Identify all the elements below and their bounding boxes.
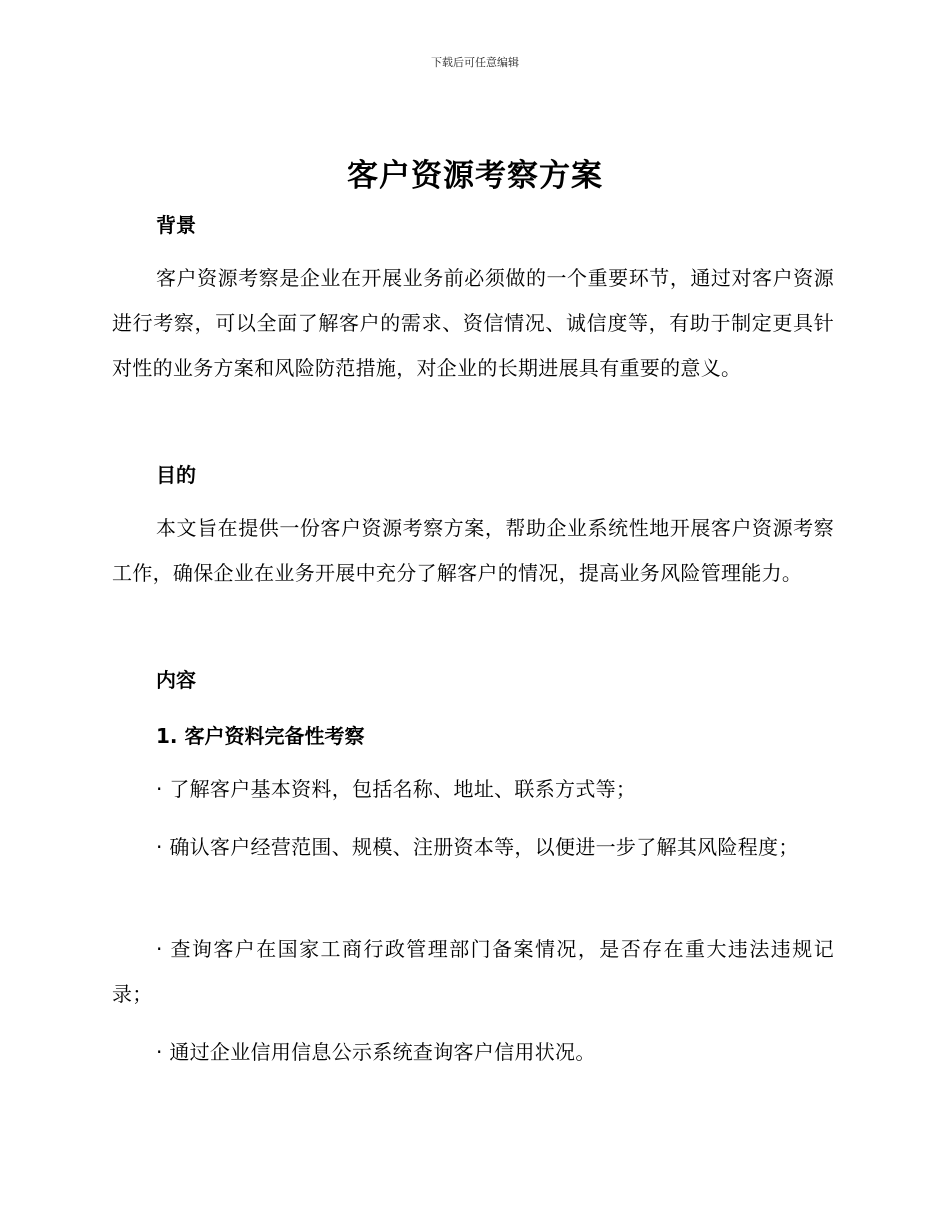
section-heading-purpose: 目的 xyxy=(156,463,196,487)
document-title: 客户资源考察方案 xyxy=(347,158,603,194)
paragraph-background: 客户资源考察是企业在开展业务前必须做的一个重要环节，通过对客户资源进行考察，可以全面了解客户的需求、资信情况、诚信度等，有助于制定更具针对性的业务方案和风险防范措施，对企业的长期进展具有重要的意义。 xyxy=(112,266,834,380)
section-heading-content: 内容 xyxy=(156,668,196,692)
list-item: · 了解客户基本资料，包括名称、地址、联系方式等； xyxy=(156,777,637,801)
subsection-heading-1: 1. 客户资料完备性考察 xyxy=(156,724,365,748)
header-note: 下载后可任意编辑 xyxy=(431,56,519,69)
list-item: · 通过企业信用信息公示系统查询客户信用状况。 xyxy=(156,1040,596,1064)
paragraph-purpose: 本文旨在提供一份客户资源考察方案，帮助企业系统性地开展客户资源考察工作，确保企业在业务开展中充分了解客户的情况，提高业务风险管理能力。 xyxy=(112,516,834,585)
section-heading-background: 背景 xyxy=(156,213,196,237)
list-item: · 查询客户在国家工商行政管理部门备案情况，是否存在重大违法违规记录； xyxy=(112,937,834,1006)
list-item: · 确认客户经营范围、规模、注册资本等，以便进一步了解其风险程度； xyxy=(156,835,799,859)
